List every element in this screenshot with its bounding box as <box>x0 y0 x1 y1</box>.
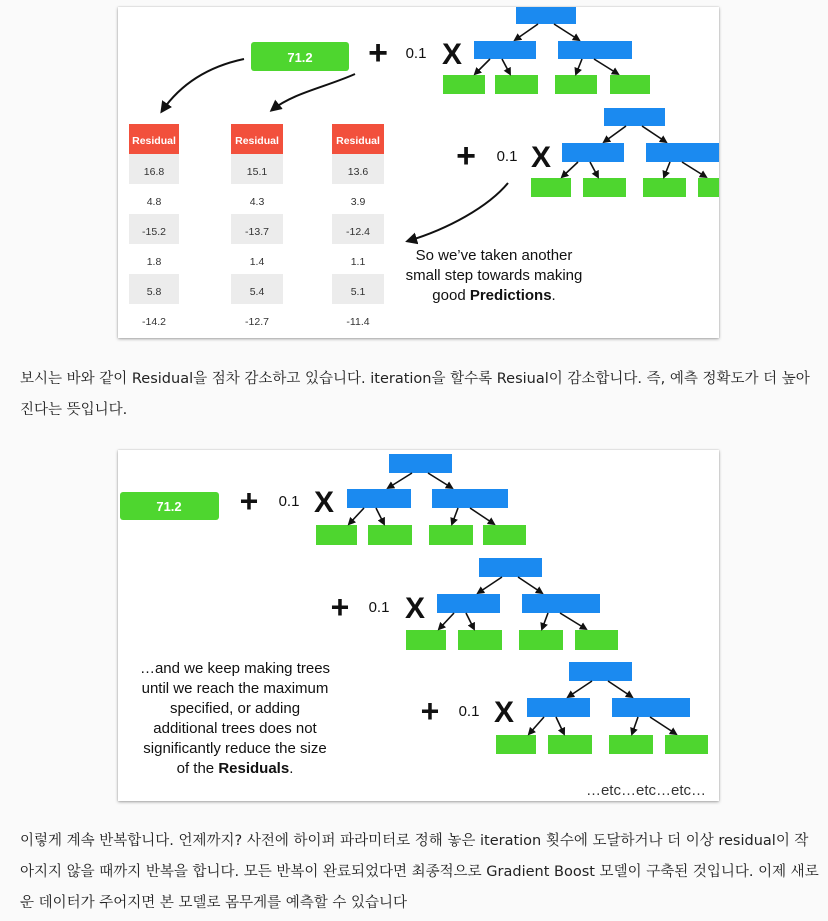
decision-tree-1 <box>443 7 650 94</box>
residual-header: Residual <box>132 135 176 147</box>
residual-cell: 13.6 <box>347 166 369 178</box>
residual-header: Residual <box>336 135 380 147</box>
slide-image-2 <box>118 450 719 801</box>
residual-table-3 <box>332 124 384 328</box>
learning-rate: 0.1 <box>496 148 518 165</box>
decision-tree-2 <box>531 108 719 197</box>
residual-cell: 1.8 <box>146 256 162 268</box>
decision-tree-3 <box>493 662 708 754</box>
learning-rate: 0.1 <box>405 45 427 62</box>
initial-prediction-value: 71.2 <box>287 50 313 65</box>
multiply-sign: X <box>404 592 426 625</box>
decision-tree-2 <box>406 558 618 650</box>
arrow-to-caption <box>408 183 508 241</box>
residual-header: Residual <box>235 135 279 147</box>
residual-table-2 <box>231 124 283 328</box>
residual-cell: 5.1 <box>350 286 366 298</box>
residual-cell: -12.4 <box>346 226 370 238</box>
residual-cell: 5.8 <box>146 286 162 298</box>
multiply-sign: X <box>530 141 552 174</box>
residual-cell: -15.2 <box>142 226 166 238</box>
caption-line: …and we keep making trees <box>139 660 331 677</box>
caption-line: of the Residuals. <box>176 760 294 777</box>
plus-sign: + <box>239 483 259 519</box>
residual-cell: -14.2 <box>142 316 166 328</box>
residual-cell: 4.8 <box>146 196 162 208</box>
slide1-canvas <box>118 7 719 338</box>
plus-sign: + <box>420 693 440 729</box>
slide2-canvas <box>118 450 719 801</box>
learning-rate: 0.1 <box>278 493 300 510</box>
residual-cell: -11.4 <box>346 316 370 328</box>
residual-cell: 4.3 <box>249 196 265 208</box>
arrow-to-residual-2 <box>272 74 355 110</box>
residual-cell: -13.7 <box>245 226 269 238</box>
residual-cell: 1.1 <box>350 256 366 268</box>
residual-cell: 3.9 <box>350 196 366 208</box>
multiply-sign: X <box>441 38 463 71</box>
plus-sign: + <box>456 137 476 175</box>
etc-text: …etc…etc…etc… <box>585 782 706 799</box>
plus-sign: + <box>330 589 350 625</box>
decision-tree-1 <box>313 454 526 545</box>
caption-line: specified, or adding <box>169 700 301 717</box>
initial-prediction-value: 71.2 <box>156 499 182 514</box>
caption-line: small step towards making <box>405 267 583 284</box>
caption-line: good Predictions. <box>432 287 556 304</box>
residual-cell: 1.4 <box>249 256 265 268</box>
caption-line: So we’ve taken another <box>415 247 573 264</box>
residual-cell: -12.7 <box>245 316 269 328</box>
caption-line: until we reach the maximum <box>141 680 329 697</box>
multiply-sign: X <box>493 696 515 729</box>
explanation-paragraph-1: 보시는 바와 같이 Residual을 점차 감소하고 있습니다. iteration을 할수록 Resiual이 감소합니다. 즉, 예측 정확도가 더 높아진다는 뜻입니다. <box>20 371 810 418</box>
caption-line: additional trees does not <box>153 720 317 737</box>
residual-cell: 15.1 <box>246 166 268 178</box>
multiply-sign: X <box>313 486 335 519</box>
arrow-to-residual-1 <box>162 59 244 111</box>
residual-cell: 5.4 <box>249 286 265 298</box>
residual-cell: 16.8 <box>143 166 165 178</box>
caption-line: significantly reduce the size <box>143 740 327 757</box>
learning-rate: 0.1 <box>368 599 390 616</box>
plus-sign: + <box>368 34 388 72</box>
explanation-paragraph-2: 이렇게 계속 반복합니다. 언제까지? 사전에 하이퍼 파라미터로 정해 놓은 iteration 횟수에 도달하거나 더 이상 residual이 작아지지 않을 때까지 반복을 합니다. 모든 반복이 완료되었다면 최종적으로 Gradient Boost 모델이 구축된 것입니다. 이제 새로운 데이터가 주어지면 본 모델로 몸무게를 예측할 수 있습니다 <box>20 833 819 911</box>
learning-rate: 0.1 <box>458 703 480 720</box>
slide-image-1 <box>118 7 719 338</box>
residual-table-1 <box>129 124 179 338</box>
